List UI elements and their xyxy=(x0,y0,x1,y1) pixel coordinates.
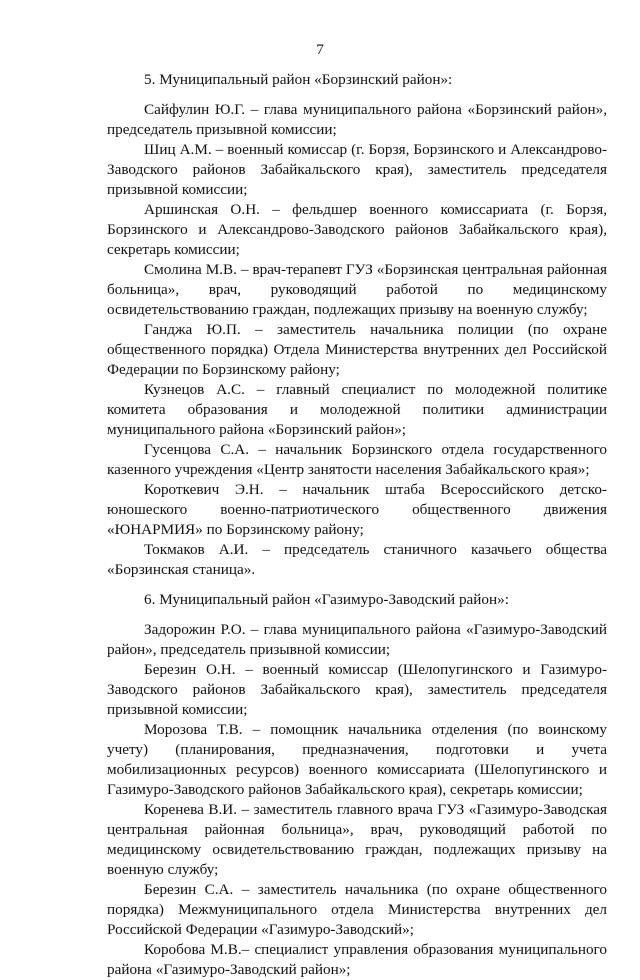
commission-member: Коробова М.В.– специалист управления образования муниципального района «Газимуро-Заводский район»; xyxy=(107,941,607,978)
commission-member: Аршинская О.Н. – фельдшер военного комиссариата (г. Борзя, Борзинского и Александрово-Заводского районов Забайкальского края), секретарь комиссии; xyxy=(107,201,607,258)
commission-member: Ганджа Ю.П. – заместитель начальника полиции (по охране общественного порядка) Отдела Министерства внутренних дел Российской Федерации по Борзинскому району; xyxy=(107,321,607,378)
commission-member: Морозова Т.В. – помощник начальника отделения (по воинскому учету) (планирования, предназначения, подготовки и учета мобилизационных ресурсов) военного комиссариата (Шелопугинского и Газимуро-Заводского районов Забайкальского края), секретарь комиссии; xyxy=(107,721,607,798)
section-heading: 6. Муниципальный район «Газимуро-Заводский район»: xyxy=(144,591,509,608)
section-heading: 5. Муниципальный район «Борзинский район»: xyxy=(144,71,453,88)
commission-member: Коренева В.И. – заместитель главного врача ГУЗ «Газимуро-Заводская центральная районная больница», врач, руководящий работой по медицинскому освидетельствованию граждан, подлежащих призыву на военную службу; xyxy=(107,801,607,878)
commission-member: Березин С.А. – заместитель начальника (по охране общественного порядка) Межмуниципального отдела Министерства внутренних дел Российской Федерации «Газимуро-Заводский»; xyxy=(107,881,607,938)
commission-member: Короткевич Э.Н. – начальник штаба Всероссийского детско-юношеского военно-патриотического общественного движения «ЮНАРМИЯ» по Борзинскому району; xyxy=(107,481,607,538)
commission-member: Смолина М.В. – врач-терапевт ГУЗ «Борзинская центральная районная больница», врач, руководящий работой по медицинскому освидетельствованию граждан, подлежащих призыву на военную службу; xyxy=(107,261,607,318)
commission-member: Гусенцова С.А. – начальник Борзинского отдела государственного казенного учреждения «Центр занятости населения Забайкальского края»; xyxy=(107,441,607,478)
page-number: 7 xyxy=(316,41,324,58)
commission-member: Токмаков А.И. – председатель станичного казачьего общества «Борзинская станица». xyxy=(107,541,607,578)
commission-member: Сайфулин Ю.Г. – глава муниципального района «Борзинский район», председатель призывной комиссии; xyxy=(107,101,607,138)
document-body xyxy=(107,70,607,980)
commission-member: Кузнецов А.С. – главный специалист по молодежной политике комитета образования и молодежной политики администрации муниципального района «Борзинский район»; xyxy=(107,381,607,438)
commission-member: Березин О.Н. – военный комиссар (Шелопугинского и Газимуро-Заводского районов Забайкальского края), заместитель председателя призывной комиссии; xyxy=(107,661,607,718)
commission-member: Задорожин Р.О. – глава муниципального района «Газимуро-Заводский район», председатель призывной комиссии; xyxy=(107,621,607,658)
commission-member: Шиц А.М. – военный комиссар (г. Борзя, Борзинского и Александрово-Заводского районов Забайкальского края), заместитель председателя призывной комиссии; xyxy=(107,141,607,198)
